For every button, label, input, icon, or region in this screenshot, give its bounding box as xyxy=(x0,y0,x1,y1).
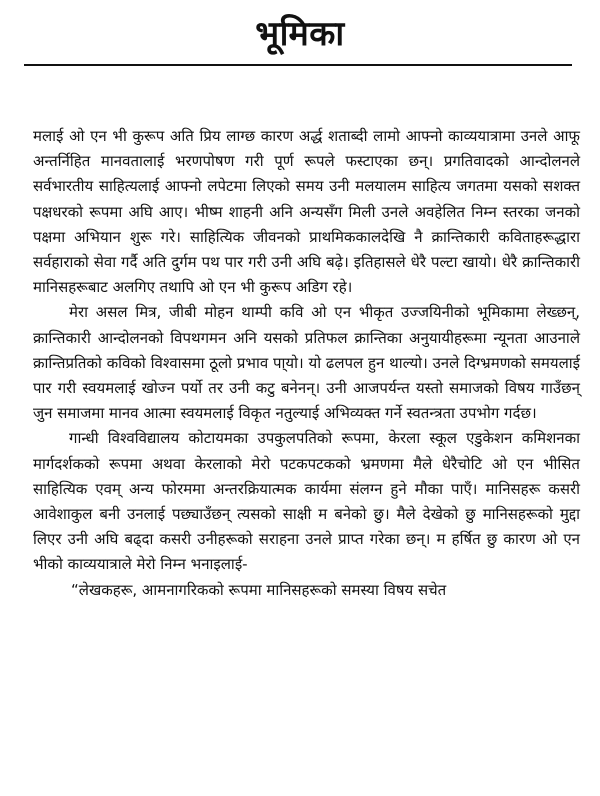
page-title: भूमिका xyxy=(255,14,345,54)
paragraph-3: गान्धी विश्वविद्यालय कोटायमका उपकुलपतिको रूपमा, केरला स्कूल एडुकेशन कमिशनका मार्गदर्शकको रूपमा अथवा केरलाको मेरो पटकपटकको भ्रमणमा मैले धेरैचोटि ओ एन भीसित साहित्यिक एवम् अन्य फोरममा अन्तरक्रियात्मक कार्यमा संलग्न हुने मौका पाएँ। मानिसहरू कसरी आवेशाकुल बनी उनलाई पछ्याउँछन् त्यसको साक्षी म बनेको छु। मैले देखेको छु मानिसहरूको मुद्दा लिएर उनी अघि बढ्दा कसरी उनीहरूको सराहना उनले प्राप्त गरेका छन्। म हर्षित छु कारण ओ एन भीको काव्ययात्राले मेरो निम्न भनाइलाई- xyxy=(33,429,580,574)
body-text xyxy=(33,124,580,603)
title-rule xyxy=(24,64,572,66)
quote-line: “लेखकहरू, आमनागरिकको रूपमा मानिसहरूको समस्या विषय सचेत xyxy=(71,580,447,599)
paragraph-1: मलाई ओ एन भी कुरूप अति प्रिय लाग्छ कारण अर्द्ध शताब्दी लामो आफ्नो काव्ययात्रामा उनले आफू अन्तर्निहित मानवतालाई भरणपोषण गरी पूर्ण रूपले फस्टाएका छन्। प्रगतिवादको आन्दोलनले सर्वभारतीय साहित्यलाई आफ्नो लपेटमा लिएको समय उनी मलयालम साहित्य जगतमा यसको सशक्त पक्षधरको रूपमा अघि आए। भीष्म शाहनी अनि अन्यसँग मिली उनले अवहेलित निम्न स्तरका जनको पक्षमा अभियान शुरू गरे। साहित्यिक जीवनको प्राथमिककालदेखि नै क्रान्तिकारी कविताहरूद्धारा सर्वहाराको सेवा गर्दै अति दुर्गम पथ पार गरी उनी अघि बढ़े। इतिहासले धेरै पल्टा खायो। धेरै क्रान्तिकारी मानिसहरूबाट अलगिए तथापि ओ एन भी कुरूप अडिग रहे। xyxy=(33,127,580,297)
paragraph-2: मेरा असल मित्र, जीबी मोहन थाम्पी कवि ओ एन भीकृत उज्जयिनीको भूमिकामा लेख्छन्, क्रान्तिकारी आन्दोलनको विपथगमन अनि यसको प्रतिफल क्रान्तिका अनुयायीहरूमा न्यूनता आउनाले क्रान्तिप्रतिको कविको विश्वासमा ठूलो प्रभाव पा्यो। यो ढलपल हुन थाल्यो। उनले दिग्भ्रमणको समयलाई पार गरी स्वयमलाई खोज्न पर्यो तर उनी कटु बनेनन्। उनी आजपर्यन्त यस्तो समाजको विषय गाउँछन् जुन समाजमा मानव आत्मा स्वयमलाई विकृत नतुल्याई अभिव्यक्त गर्ने स्वतन्त्रता उपभोग गर्दछ। xyxy=(33,303,580,423)
